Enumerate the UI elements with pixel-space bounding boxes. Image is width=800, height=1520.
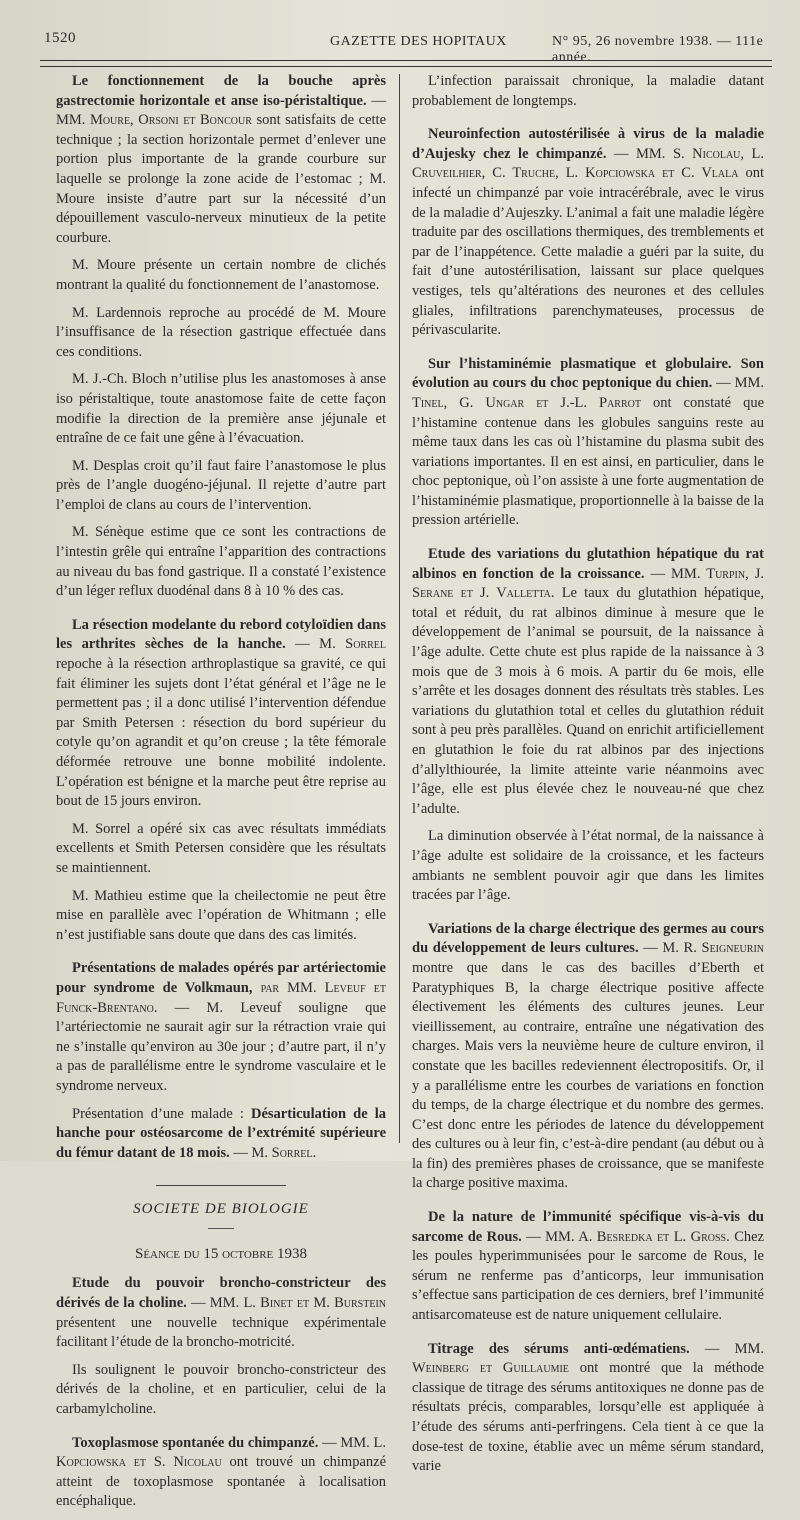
article-resection-cotyloidien: La résection modelante du rebord cotyloïdien dans les arthrites sèches de la hanche. — M. Sorrel repoche à la résection arthroplastique sa gravité, ce qui fait éliminer les sujets dont l’état général et l’âge ne le permettent pas ; il a donc utilisé l’intervention défendue par Smith Petersen : résection du bord supérieur du cotyle qu’on agrandit et qu’on creuse ; la tête fémorale déformée retrouve une bonne mobilité indolente. L’opération est bénigne et la marche peut être reprise au bout de 15 jours environ. [56,616,386,810]
society-heading: SOCIETE DE BIOLOGIE [133,1201,309,1218]
society-underline [208,1228,234,1229]
article-charge-electrique: Variations de la charge électrique des germes au cours du développement de leurs cultures. — M. R. Seigneurin montre que dans le cas des bacilles d’Eberth et Paratyphiques B, la charge électrique positive affecte électivement les éléments des cultures jeunes. Leur vieillissement, au contraire, entraîne une négativation des charges. Mais vers la neuvième heure de culture environ, il constate que les bacilles redeviennent électropositifs. Or, il y a parallélisme entre les courbes de variations en fonction du temps, de la charge électrique et du nombre des germes. C’est donc entre les périodes de latence du développement des cultures ou à leur fin, c’est-à-dire pendant (au début ou à la fin) des premières phases de croissance, que se manifeste la charge positive maxima. [412,920,764,1192]
article-toxoplasmose: Toxoplasmose spontanée du chimpanzé. — MM. L. Kopciowska et S. Nicolau ont trouvé un chimpanzé atteint de toxoplasmose spontanée à localisation encéphalique. [56,1434,387,1510]
page-header [40,30,772,65]
paragraph: M. Mathieu estime que la cheilectomie ne peut être mise en parallèle avec l’opération de Whitmann ; elle n’est justifiable sans doute que dans des cas limités. [56,887,386,943]
article-sarcome-rous: De la nature de l’immunité spécifique vis-à-vis du sarcome de Rous. — MM. A. Besredka et L. Gross. Chez les poules hyperimmunisées pour le sarcome de Rous, le sérum ne renferme pas d’anticorps, leur immunisation s’effectue sans participation de ces derniers, bref l’immunité antisarcomateuse est de nature uniquement cellulaire. [412,1209,765,1324]
column-divider [399,74,400,1143]
article-desarticulation: Présentation d’une malade : Désarticulation de la hanche pour ostéosarcome de l’extrémité supérieure du fémur datant de 18 mois. — M. Sorrel. [56,1105,387,1161]
article-choline: Etude du pouvoir broncho-constricteur des dérivés de la choline. — MM. L. Binet et M. Burstein présentent une nouvelle technique expérimentale facilitant l’étude de la broncho-motricité. [56,1275,387,1351]
article-gastrectomie: Le fonctionnement de la bouche après gastrectomie horizontale et anse iso-péristaltique. — MM. Moure, Orsoni et Boncour sont satisfaits de cette technique ; la section horizontale permet d’enlever une portion plus importante de la grande courbure sur laquelle se prolonge la zone acide de l’estomac ; M. Moure insiste d’autre part sur la nécessité d’un dépouillement vasculo-nerveux minutieux de la petite courbure. [56,73,387,246]
article-serums: Titrage des sérums anti-œdématiens. — MM. Weinberg et Guillaumie ont montré que la méthode classique de titrage des sérums antitoxiques ne donne pas de résultats précis, comparables, lorsqu’elle est appliquée à l’étude des sérums anti-perfringens. Cela tient à ce que la dose-test de toxine, établie avec un même sérum standard, varie [412,1340,765,1475]
left-column [56,72,386,1520]
article-aujeszky: Neuroinfection autostérilisée à virus de la maladie d’Aujesky chez le chimpanzé. — MM. S. Nicolau, L. Cruveilhier, C. Truche, L. Kopciowska et C. Vlala ont infecté un chimpanzé par voie intracérébrale, avec le virus de la maladie d’Aujeszky. L’animal a fait une maladie légère traduite par des oscillations thermiques, des tremblements et par de l’inappétence. Cette maladie a guéri par la suite, du fait d’une autostérilisation, laissant sur place quelques vestiges, tels qu’altérations des neurones et des cellules gliales, infiltrations parenchymateuses, processus de périvascularite. [412,126,765,339]
header-rule-bottom [40,66,772,67]
article-glutathion: Etude des variations du glutathion hépatique du rat albinos en fonction de la croissance. — MM. Turpin, J. Serane et J. Valletta. Le taux du glutathion hépatique, total et réduit, du rat albinos diminue à mesure que le développement de l’animal se poursuit, de la naissance à l’âge adulte. Cette chute est plus rapide de la naissance à 3 mois que de 3 mois à 6 mois. A partir du 6e mois, elle s’arrête et les dosages donnent des résultats très stables. Les variations du glutathion total et celles du glutathion réduit sont à peu près parallèles. Quand on enrichit artificiellement en glutathion le foie du rat albinos par des injections d’allylthiourée, la limite atteinte varie néanmoins avec l’âge, elle est plus élevée chez le nouveau-né que chez l’adulte. [412,546,765,817]
page-number: 1520 [44,30,76,46]
paragraph: M. Lardennois reproche au procédé de M. Moure l’insuffisance de la résection gastrique effectuée dans ces conditions. [56,304,386,360]
paragraph: M. Moure présente un certain nombre de clichés montrant la qualité du fonctionnement de l’anastomose. [56,257,386,293]
paragraph: L’infection paraissait chronique, la maladie datant probablement de longtemps. [412,73,764,109]
journal-title: GAZETTE DES HOPITAUX [330,34,507,49]
seance-heading: Séance du 15 octobre 1938 [134,1245,308,1262]
paragraph: M. Desplas croit qu’il faut faire l’anastomose le plus près de l’angle duogéno-jéjunal. Il rejette d’autre part l’emploi de clans au cours de l’intervention. [56,457,386,513]
header-rule-top [40,60,772,61]
paragraph: M. Sénèque estime que ce sont les contractions de l’intestin grêle qui entraîne l’apparition des contractions au niveau du bas fond gastrique. Il a constaté l’existence d’un léger reflux duodénal dans 8 à 10 % des cas. [56,524,386,600]
paragraph: M. Sorrel a opéré six cas avec résultats immédiats excellents et Smith Petersen considère que les résultats se maintiennent. [56,820,386,876]
paragraph: Ils soulignent le pouvoir broncho-constricteur des dérivés de la choline, et en particulier, celui de la carbamylcholine. [56,1361,386,1418]
paragraph: M. J.-Ch. Bloch n’utilise plus les anastomoses à anse iso péristaltique, toute anastomose faite de cette façon modifie la direction de la première anse jéjunale et entraîne de ce fait une gêne à l’évacuation. [56,371,386,447]
article-volkmann: Présentations de malades opérés par artériectomie pour syndrome de Volkmaun, par MM. Leveuf et Funck-Brentano. — M. Leveuf souligne que l’artériectomie ne saurait agir sur la rétraction vraie qui ne s’installe qu’environ au 30e jour ; d’autre part, il n’y a pas de parallélisme entre le syndrome vasculaire et le syndrome nerveux. [56,960,387,1094]
section-divider [156,1185,286,1186]
paragraph: La diminution observée à l’état normal, de la naissance à l’âge adulte est solidaire de la croissance, et les facteurs ambiants ne semblent pouvoir agir que dans les limites tracées par l’âge. [412,828,764,904]
issue-info: N° 95, 26 novembre 1938. — 111e année. [552,34,764,65]
article-histaminemie: Sur l’histaminémie plasmatique et globulaire. Son évolution au cours du choc peptonique du chien. — MM. Tinel, G. Ungar et J.-L. Parrot ont constaté que l’histamine contenue dans les globules sanguins reste au même taux dans les cas où l’histamine du plasma subit des variations importantes. Il en est ainsi, en particulier, dans le choc peptonique, où l’on assiste à une forte augmentation de l’histaminémie plasmatique, proportionnelle à la baisse de la pression artérielle. [412,355,764,529]
right-column [412,72,764,1485]
